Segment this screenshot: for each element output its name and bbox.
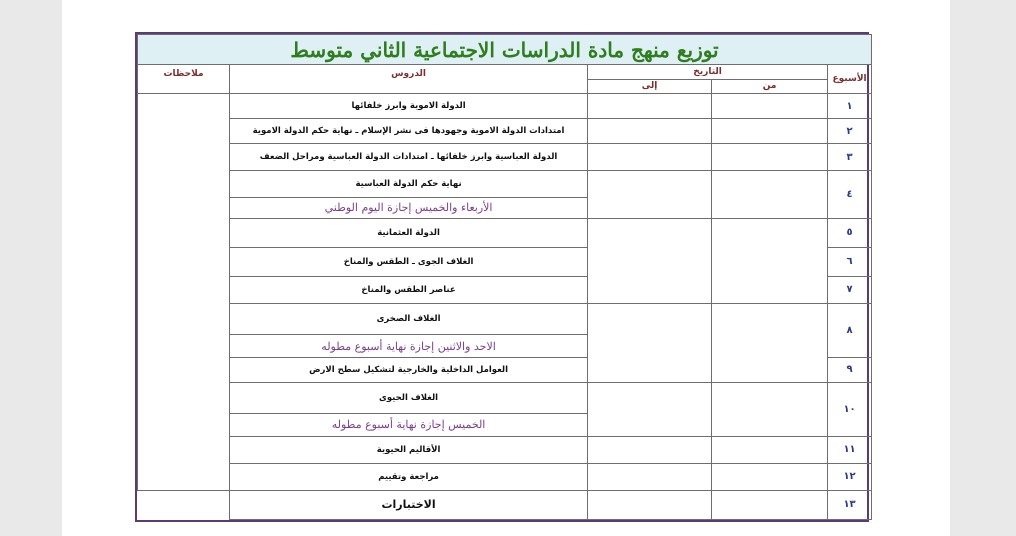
date-to-cell[interactable]: [588, 463, 712, 490]
notes-cell[interactable]: [138, 94, 230, 491]
date-to-cell[interactable]: [588, 119, 712, 144]
header-from: من: [712, 79, 828, 94]
date-to-cell[interactable]: [588, 382, 712, 436]
holiday-note: الخميس إجازة نهاية أسبوع مطوله: [230, 414, 588, 437]
lesson-cell: الغلاف الحيوى: [230, 382, 588, 413]
week-number: ٤: [828, 171, 872, 219]
date-to-cell[interactable]: [588, 490, 712, 519]
date-from-cell[interactable]: [712, 490, 828, 519]
week-number: ١٢: [828, 463, 872, 490]
date-to-cell[interactable]: [588, 303, 712, 382]
lesson-cell: الدولة العثمانية: [230, 218, 588, 247]
date-from-cell[interactable]: [712, 119, 828, 144]
date-from-cell[interactable]: [712, 94, 828, 119]
week-number: ٨: [828, 303, 872, 357]
header-date: التاريخ: [588, 65, 828, 80]
date-from-cell[interactable]: [712, 436, 828, 463]
header-lessons: الدروس: [230, 65, 588, 94]
lesson-cell: الدولة العباسية وابرز خلفائها ـ امتدادات الدولة العباسية ومراحل الضعف: [230, 144, 588, 171]
header-notes: ملاحظات: [138, 65, 230, 94]
curriculum-table: [137, 34, 872, 520]
week-number: ٢: [828, 119, 872, 144]
lesson-cell: امتدادات الدولة الاموية وجهودها فى نشر الإسلام ـ نهاية حكم الدولة الاموية: [230, 119, 588, 144]
lesson-cell: العوامل الداخلية والخارجية لتشكيل سطح الارض: [230, 357, 588, 382]
date-from-cell[interactable]: [712, 303, 828, 382]
week-number: ١٣: [828, 490, 872, 519]
week-number: ١١: [828, 436, 872, 463]
week-number: ٩: [828, 357, 872, 382]
header-to: إلى: [588, 79, 712, 94]
lesson-cell: الأقاليم الحيوية: [230, 436, 588, 463]
lesson-cell: الغلاف الجوى ـ الطقس والمناخ: [230, 247, 588, 276]
date-from-cell[interactable]: [712, 171, 828, 219]
week-number: ٦: [828, 247, 872, 276]
header-week: الأسبوع: [828, 65, 872, 94]
week-number: ٧: [828, 276, 872, 303]
date-from-cell[interactable]: [712, 218, 828, 303]
date-from-cell[interactable]: [712, 463, 828, 490]
lesson-cell: الدولة الاموية وابرز خلفائها: [230, 94, 588, 119]
lesson-cell: مراجعة وتقييم: [230, 463, 588, 490]
date-from-cell[interactable]: [712, 144, 828, 171]
date-to-cell[interactable]: [588, 171, 712, 219]
curriculum-table-frame: [135, 32, 869, 522]
lesson-cell: الاختبارات: [230, 490, 588, 519]
date-to-cell[interactable]: [588, 218, 712, 303]
week-number: ٣: [828, 144, 872, 171]
date-from-cell[interactable]: [712, 382, 828, 436]
lesson-cell: نهاية حكم الدولة العباسية: [230, 171, 588, 198]
lesson-cell: عناصر الطقس والمناخ: [230, 276, 588, 303]
week-number: ١٠: [828, 382, 872, 436]
holiday-note: الاحد والاثنين إجازة نهاية أسبوع مطوله: [230, 335, 588, 358]
week-number: ٥: [828, 218, 872, 247]
date-to-cell[interactable]: [588, 94, 712, 119]
week-number: ١: [828, 94, 872, 119]
date-to-cell[interactable]: [588, 144, 712, 171]
table-title: توزيع منهج مادة الدراسات الاجتماعية الثاني متوسط: [138, 35, 872, 65]
lesson-cell: الغلاف الصخرى: [230, 303, 588, 334]
date-to-cell[interactable]: [588, 436, 712, 463]
holiday-note: الأربعاء والخميس إجازة اليوم الوطني: [230, 198, 588, 219]
